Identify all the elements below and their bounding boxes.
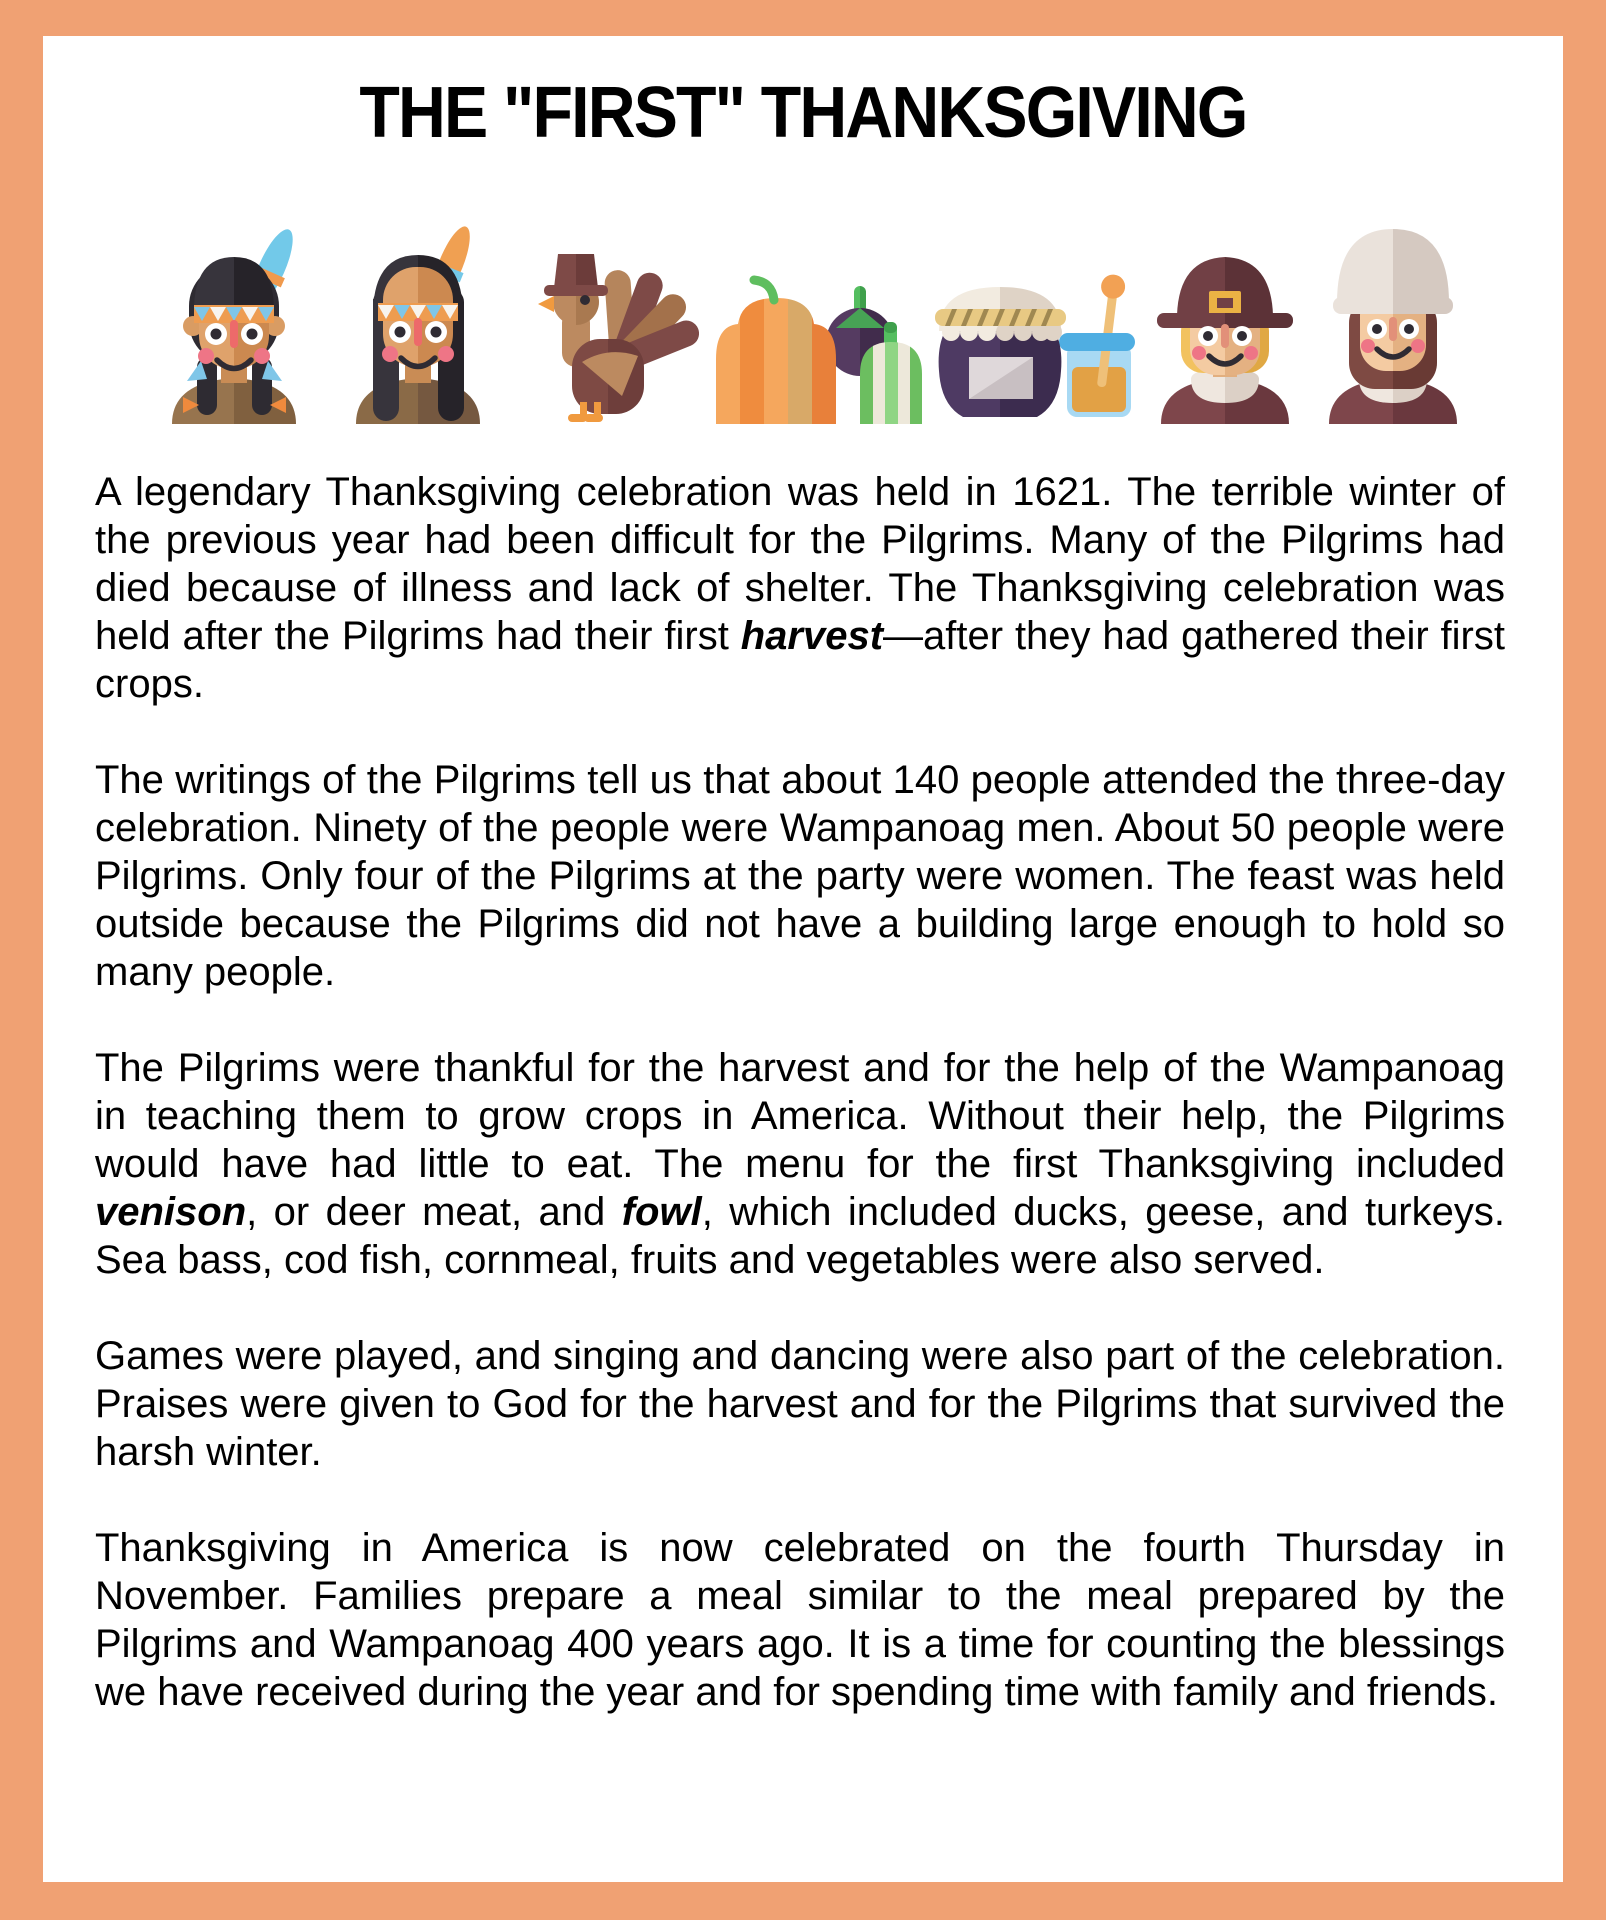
icons-row <box>43 196 1563 424</box>
text-segment: The Pilgrims were thankful for the harvest and for the help of the Wampanoag in teaching them to grow crops in America. Without their help, the Pilgrims would have had little to eat. The menu for the first Thanksgiving included <box>95 1046 1505 1186</box>
paragraph-1 <box>95 468 1505 708</box>
paragraph-5 <box>95 1524 1505 1716</box>
native-american-girl-icon <box>147 219 322 424</box>
article-body <box>43 424 1563 1716</box>
emphasized-word: fowl <box>621 1190 702 1234</box>
text-segment: —after they had gathered their first crops. <box>95 614 1505 706</box>
text-segment: Thanksgiving in America is now celebrated on the fourth Thursday in November. Families prepare a meal similar to the meal prepared by the Pilgrims and Wampanoag 400 years ago. It is a time for counting the blessings we have received during the year and for spending time with family and friends. <box>95 1526 1505 1714</box>
pilgrim-man-icon <box>1145 229 1305 424</box>
text-segment: , or deer meat, and <box>246 1190 622 1234</box>
emphasized-word: harvest <box>740 614 884 658</box>
paragraph-4 <box>95 1332 1505 1476</box>
paragraph-2 <box>95 756 1505 996</box>
paragraph-3 <box>95 1044 1505 1284</box>
page-title: THE "FIRST" THANKSGIVING <box>359 73 1247 153</box>
text-segment: A legendary Thanksgiving celebration was held in 1621. The terrible winter of the previous year had been difficult for the Pilgrims. Many of the Pilgrims had died because of illness and lack of shelter. The Thanksgiving celebration was held after the Pilgrims had their first <box>95 470 1505 658</box>
harvest-vegetables-icon <box>708 274 923 424</box>
text-segment: Games were played, and singing and dancing were also part of the celebration. Praises were given to God for the harvest and for the Pilgrims that survived the harsh winter. <box>95 1334 1505 1474</box>
emphasized-word: venison <box>95 1190 247 1234</box>
turkey-icon <box>514 254 699 424</box>
text-segment: The writings of the Pilgrims tell us that about 140 people attended the three-day celebration. Ninety of the people were Wampanoag men. About 50 people were Pilgrims. Only four of the Pilgrims at the party were women. The feast was held outside because the Pilgrims did not have a building large enough to hold so many people. <box>95 758 1505 994</box>
jam-and-honey-icon <box>931 269 1136 424</box>
pilgrim-woman-icon <box>1313 219 1473 424</box>
text-segment: , which included ducks, geese, and turkeys. Sea bass, cod fish, cornmeal, fruits and vegetables were also served. <box>95 1190 1505 1282</box>
native-american-woman-icon <box>331 219 506 424</box>
